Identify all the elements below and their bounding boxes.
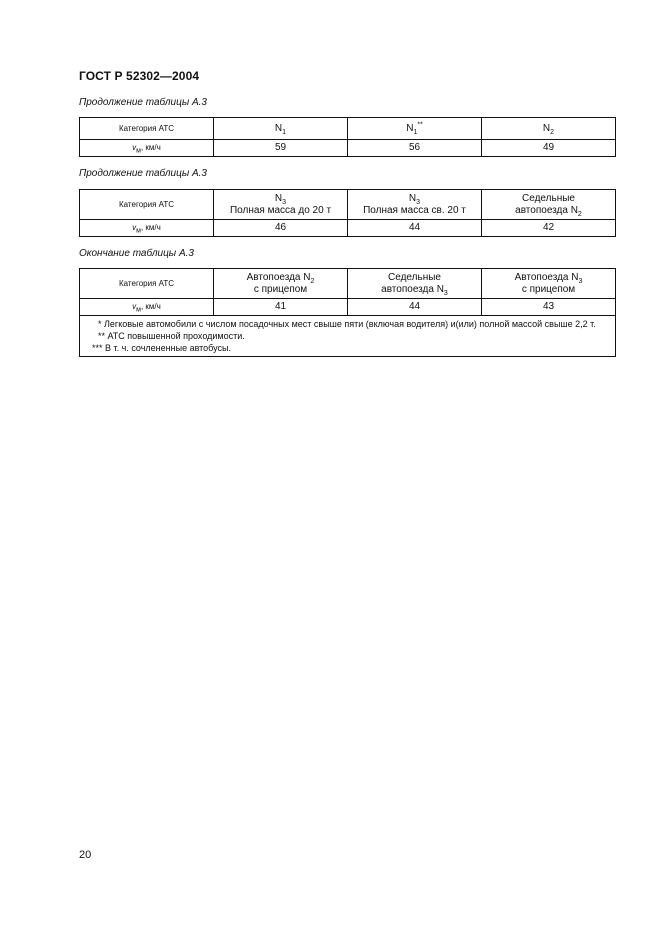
table-row — [80, 140, 616, 157]
column-header: $N_1^{**}$ — [348, 118, 482, 140]
column-header: Седельные автопоезда $N_3$ — [348, 269, 482, 299]
table-1 — [79, 117, 616, 157]
table-row — [80, 190, 616, 220]
table-caption-1: Продолжение таблицы А.3 — [79, 97, 207, 108]
table-caption-2: Продолжение таблицы А.3 — [79, 168, 207, 179]
table-cell: 44 — [348, 220, 482, 237]
row-label-category: Категория АТС — [80, 190, 214, 220]
column-header: $N_3$ Полная масса до 20 т — [214, 190, 348, 220]
table-caption-3: Окончание таблицы А.3 — [79, 248, 194, 259]
column-header: $N_1$ — [214, 118, 348, 140]
document-header: ГОСТ Р 52302—2004 — [79, 69, 200, 83]
column-header: Автопоезда $N_2$ с прицепом — [214, 269, 348, 299]
table-notes-row — [80, 316, 616, 357]
footnote: *** В т. ч. сочлененные автобусы. — [92, 343, 232, 353]
table-cell: 56 — [348, 140, 482, 157]
table-cell: 44 — [348, 299, 482, 316]
table-2 — [79, 189, 616, 237]
table-cell: 46 — [214, 220, 348, 237]
table-3 — [79, 268, 616, 357]
column-header: $N_3$ Полная масса св. 20 т — [348, 190, 482, 220]
row-label-category: Категория АТС — [80, 269, 214, 299]
column-header: Седельные автопоезда $N_2$ — [482, 190, 616, 220]
page-number: 20 — [79, 849, 92, 861]
footnote: ** АТС повышенной проходимости. — [98, 331, 245, 341]
footnote: * Легковые автомобили с числом посадочных мест свыше пяти (включая водителя) и(или) полной массой свыше 2,2 т. — [98, 319, 596, 329]
row-label-speed: $v_м$, км/ч — [80, 220, 214, 237]
column-header: Автопоезда $N_3$ с прицепом — [482, 269, 616, 299]
table-cell: 42 — [482, 220, 616, 237]
table-notes — [80, 316, 616, 357]
table-cell: 41 — [214, 299, 348, 316]
table-row — [80, 220, 616, 237]
row-label-speed: $v_м$, км/ч — [80, 140, 214, 157]
table-row — [80, 118, 616, 140]
row-label-category: Категория АТС — [80, 118, 214, 140]
table-cell: 49 — [482, 140, 616, 157]
table-row — [80, 299, 616, 316]
row-label-speed: $v_м$, км/ч — [80, 299, 214, 316]
table-row — [80, 269, 616, 299]
table-cell: 43 — [482, 299, 616, 316]
table-cell: 59 — [214, 140, 348, 157]
column-header: $N_2$ — [482, 118, 616, 140]
